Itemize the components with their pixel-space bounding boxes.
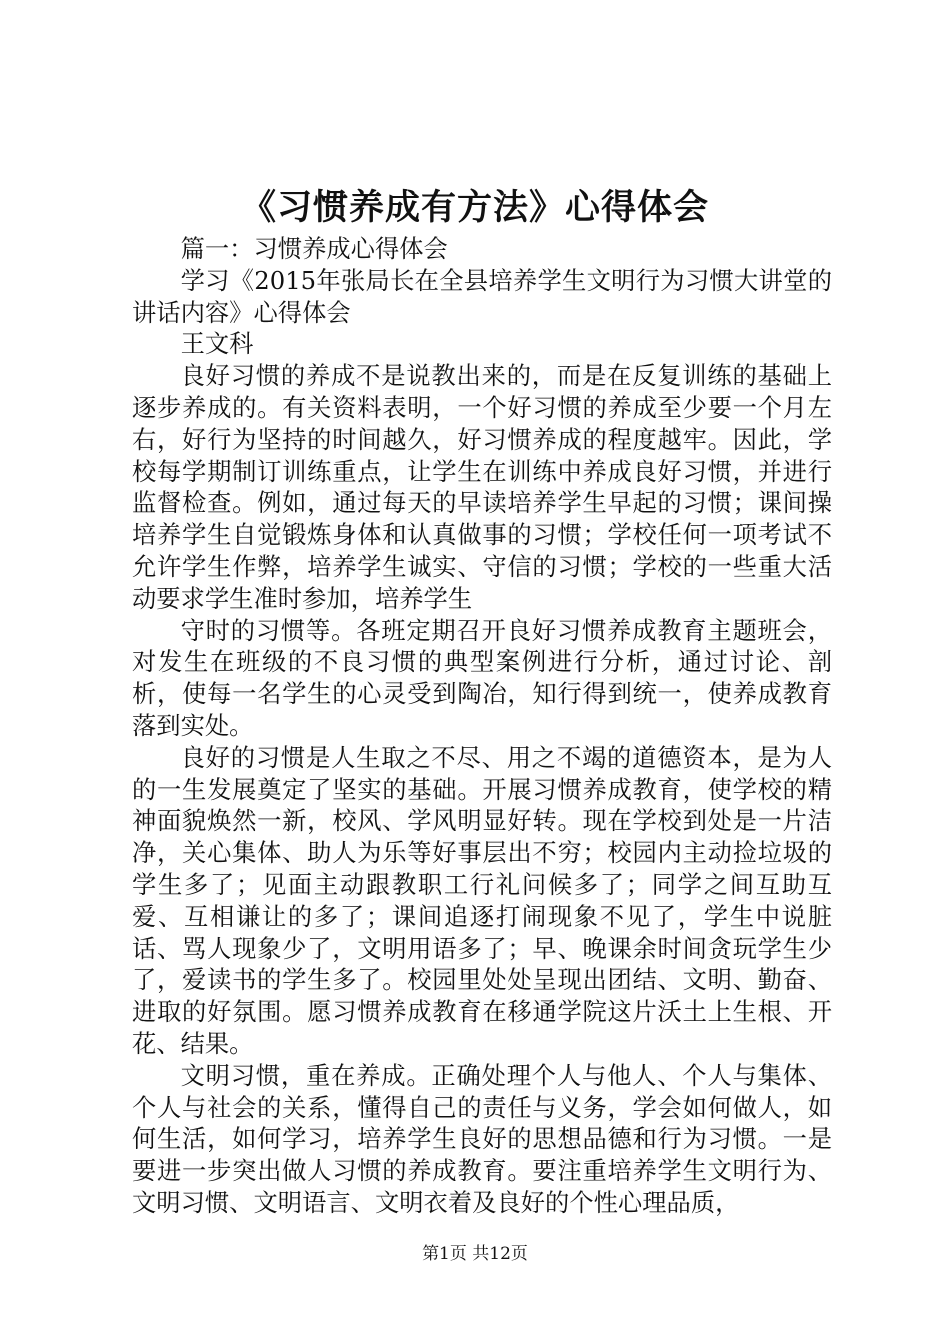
body-paragraph: 守时的习惯等。各班定期召开良好习惯养成教育主题班会，对发生在班级的不良习惯的典型案例进行分析，通过讨论、剖析，使每一名学生的心灵受到陶冶，知行得到统一，使养成教育落到实处。 bbox=[132, 615, 832, 740]
article-subtitle: 学习《2015年张局长在全县培养学生文明行为习惯大讲堂的讲话内容》心得体会 bbox=[132, 265, 832, 327]
body-paragraph: 良好的习惯是人生取之不尽、用之不竭的道德资本，是为人的一生发展奠定了坚实的基础。开展习惯养成教育，使学校的精神面貌焕然一新，校风、学风明显好转。现在学校到处是一片洁净，关心集体、助人为乐等好事层出不穷；校园内主动捡垃圾的学生多了；见面主动跟教职工行礼问候多了；同学之间互助互爱、互相谦让的多了；课间追逐打闹现象不见了，学生中说脏话、骂人现象少了，文明用语多了；早、晚课余时间贪玩学生少了，爱读书的学生多了。校园里处处呈现出团结、文明、勤奋、进取的好氛围。愿习惯养成教育在移通学院这片沃土上生根、开花、结果。 bbox=[132, 742, 832, 1058]
section-heading: 篇一：习惯养成心得体会 bbox=[180, 234, 448, 263]
document-title: 《习惯养成有方法》心得体会 bbox=[240, 187, 709, 228]
author-name: 王文科 bbox=[180, 329, 254, 359]
body-paragraph: 良好习惯的养成不是说教出来的，而是在反复训练的基础上逐步养成的。有关资料表明，一个好习惯的养成至少要一个月左右，好行为坚持的时间越久，好习惯养成的程度越牢。因此，学校每学期制订训练重点，让学生在训练中养成良好习惯，并进行监督检查。例如，通过每天的早读培养学生早起的习惯；课间操培养学生自觉锻炼身体和认真做事的习惯；学校任何一项考试不允许学生作弊，培养学生诚实、守信的习惯；学校的一些重大活动要求学生准时参加，培养学生 bbox=[132, 361, 832, 613]
document-body bbox=[132, 233, 832, 1219]
body-paragraph: 文明习惯，重在养成。正确处理个人与他人、个人与集体、个人与社会的关系，懂得自己的责任与义务，学会如何做人，如何生活，如何学习，培养学生良好的思想品德和行为习惯。一是要进一步突出做人习惯的养成教育。要注重培养学生文明行为、文明习惯、文明语言、文明衣着及良好的个性心理品质， bbox=[132, 1060, 832, 1217]
page-number-footer: 第1页 共12页 bbox=[422, 1244, 528, 1264]
